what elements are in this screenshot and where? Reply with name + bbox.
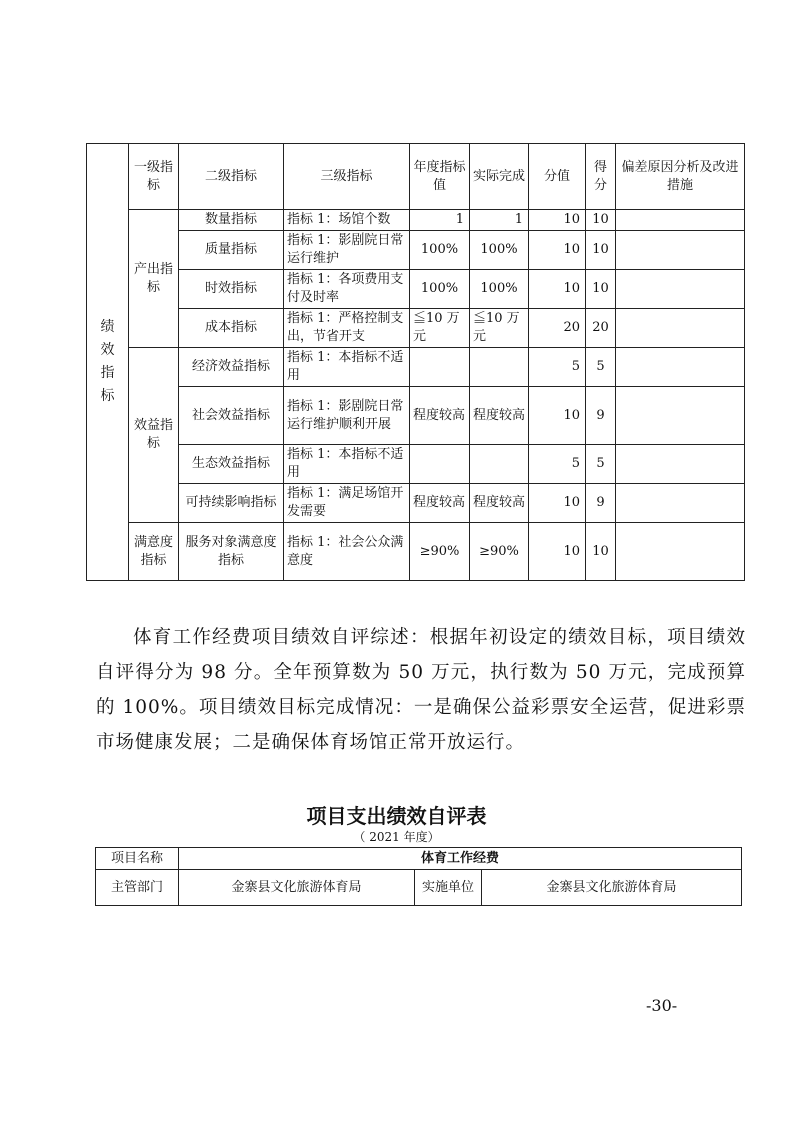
header-actual: 实际完成: [470, 144, 529, 210]
row-level2: 生态效益指标: [179, 445, 284, 484]
summary-paragraph: 体育工作经费项目绩效自评综述：根据年初设定的绩效目标，项目绩效自评得分为 98 分。全年预算数为 50 万元，执行数为 50 万元，完成预算的 100%。项目绩效目标完成情况：一是确保公益彩票安全运营，促进彩票市场健康发展；二是确保体育场馆正常开放运行。: [96, 627, 746, 753]
row-level2: 服务对象满意度指标: [179, 523, 284, 581]
header-deviation: 偏差原因分析及改进措施: [616, 144, 745, 210]
header-level3: 三级指标: [284, 144, 410, 210]
group-output: 产出指标: [129, 210, 179, 348]
row-deviation: [616, 231, 745, 270]
table-row: [87, 523, 745, 581]
row-weight: 10: [529, 210, 586, 231]
impl-value: 金寨县文化旅游体育局: [482, 870, 742, 906]
vertical-label-cell: [87, 144, 129, 581]
header-weight: 分值: [529, 144, 586, 210]
row-target: [410, 348, 470, 387]
row-target: ≥90%: [410, 523, 470, 581]
row-weight: 10: [529, 387, 586, 445]
row-level3: 指标 1：严格控制支出，节省开支: [284, 309, 410, 348]
row-level3: 指标 1：场馆个数: [284, 210, 410, 231]
header-score: 得分: [586, 144, 616, 210]
row-weight: 10: [529, 484, 586, 523]
row-level2: 数量指标: [179, 210, 284, 231]
impl-label: 实施单位: [415, 870, 482, 906]
row-level2: 成本指标: [179, 309, 284, 348]
row-level3: 指标 1：影剧院日常运行维护顺利开展: [284, 387, 410, 445]
row-level2: 质量指标: [179, 231, 284, 270]
table-row: [87, 231, 745, 270]
row-deviation: [616, 387, 745, 445]
table-row: [87, 348, 745, 387]
row-score: 9: [586, 484, 616, 523]
table-row: [87, 309, 745, 348]
row-actual: 100%: [470, 270, 529, 309]
row-deviation: [616, 523, 745, 581]
row-score: 10: [586, 210, 616, 231]
performance-indicator-table: [86, 143, 745, 581]
row-level2: 社会效益指标: [179, 387, 284, 445]
row-score: 5: [586, 445, 616, 484]
dept-value: 金寨县文化旅游体育局: [179, 870, 415, 906]
row-score: 5: [586, 348, 616, 387]
row-score: 10: [586, 523, 616, 581]
table-row: [87, 484, 745, 523]
project-name-label: 项目名称: [96, 848, 179, 870]
row-deviation: [616, 445, 745, 484]
row-target: ≦10 万元: [410, 309, 470, 348]
row-deviation: [616, 270, 745, 309]
row-level2: 时效指标: [179, 270, 284, 309]
row-deviation: [616, 210, 745, 231]
row-deviation: [616, 309, 745, 348]
row-target: 程度较高: [410, 387, 470, 445]
table-title: 项目支出绩效自评表: [306, 804, 487, 828]
row-actual: [470, 445, 529, 484]
row-level3: 指标 1：本指标不适用: [284, 445, 410, 484]
row-level2: 可持续影响指标: [179, 484, 284, 523]
group-satisfaction: 满意度指标: [129, 523, 179, 581]
row-target: 100%: [410, 231, 470, 270]
table-row: [87, 445, 745, 484]
row-target: 程度较高: [410, 484, 470, 523]
row-score: 20: [586, 309, 616, 348]
row-level3: 指标 1：各项费用支付及时率: [284, 270, 410, 309]
row-actual: 程度较高: [470, 387, 529, 445]
row-actual: 程度较高: [470, 484, 529, 523]
row-actual: ≥90%: [470, 523, 529, 581]
row-deviation: [616, 484, 745, 523]
row-weight: 5: [529, 348, 586, 387]
row-actual: [470, 348, 529, 387]
dept-label: 主管部门: [96, 870, 179, 906]
group-benefit: 效益指标: [129, 348, 179, 523]
row-weight: 10: [529, 270, 586, 309]
project-info-table: [95, 847, 742, 906]
row-level3: 指标 1：满足场馆开发需要: [284, 484, 410, 523]
table-row: [87, 210, 745, 231]
page-number: -30-: [646, 996, 678, 1015]
row-level2: 经济效益指标: [179, 348, 284, 387]
row-score: 9: [586, 387, 616, 445]
header-level2: 二级指标: [179, 144, 284, 210]
row-score: 10: [586, 231, 616, 270]
header-target: 年度指标值: [410, 144, 470, 210]
row-score: 10: [586, 270, 616, 309]
table-row: [87, 387, 745, 445]
row-actual: 100%: [470, 231, 529, 270]
row-target: [410, 445, 470, 484]
performance-indicator-label: 绩效指标: [100, 319, 115, 404]
row-deviation: [616, 348, 745, 387]
row-target: 100%: [410, 270, 470, 309]
project-name-value: 体育工作经费: [179, 848, 742, 870]
row-target: 1: [410, 210, 470, 231]
row-level3: 指标 1：社会公众满意度: [284, 523, 410, 581]
row-actual: 1: [470, 210, 529, 231]
row-weight: 10: [529, 523, 586, 581]
table-year: （ 2021 年度）: [353, 830, 440, 844]
row-level3: 指标 1：影剧院日常运行维护: [284, 231, 410, 270]
header-level1: 一级指标: [129, 144, 179, 210]
row-weight: 20: [529, 309, 586, 348]
row-weight: 10: [529, 231, 586, 270]
row-weight: 5: [529, 445, 586, 484]
table-row: [87, 270, 745, 309]
row-level3: 指标 1：本指标不适用: [284, 348, 410, 387]
row-actual: ≦10 万元: [470, 309, 529, 348]
